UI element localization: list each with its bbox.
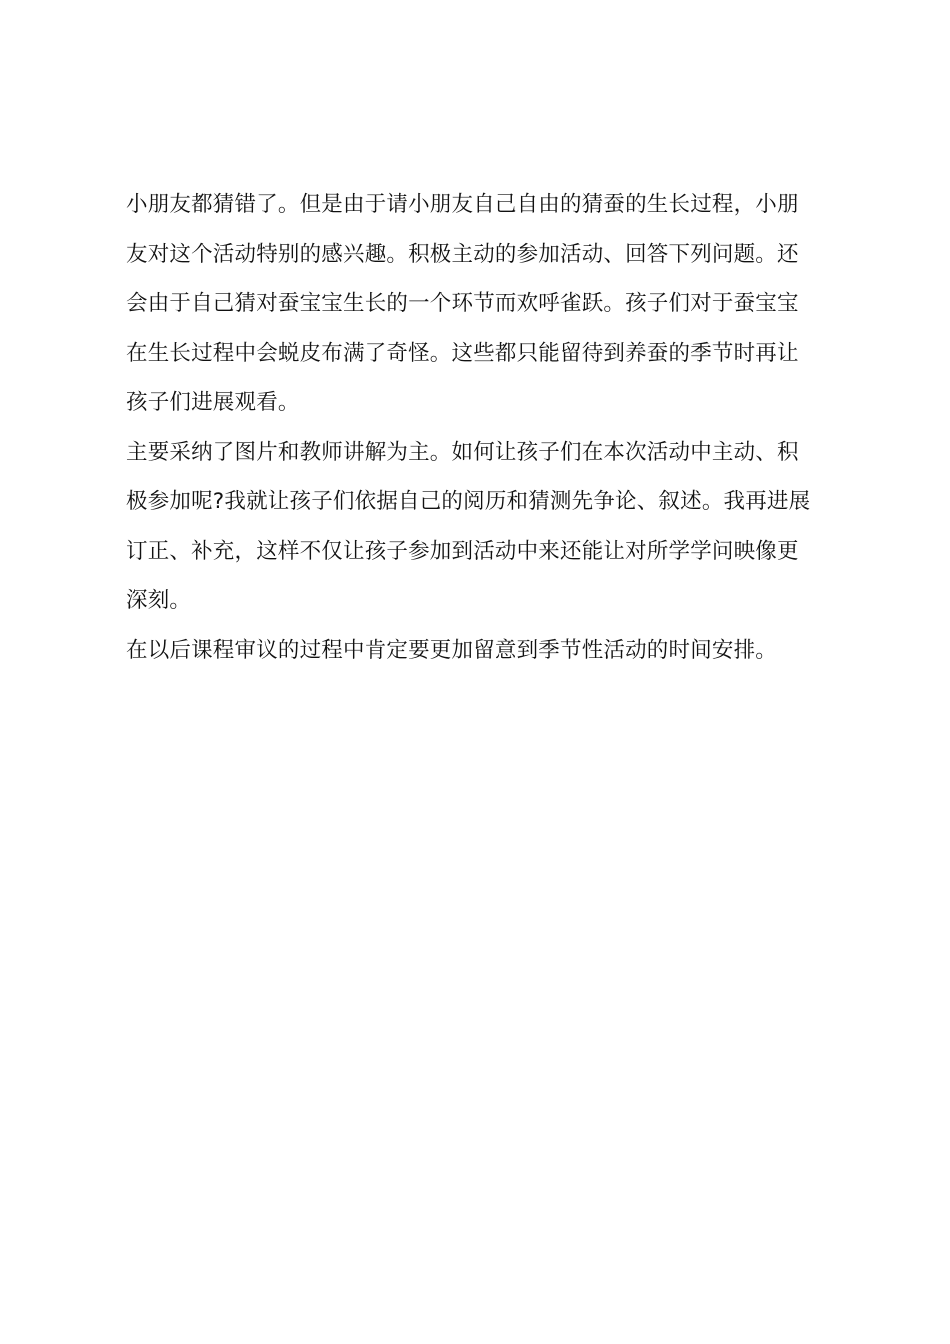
text-line: 在生长过程中会蜕皮布满了奇怪。这些都只能留待到养蚕的季节时再让 xyxy=(126,340,799,366)
text-line: 会由于自己猜对蚕宝宝生长的一个环节而欢呼雀跃。孩子们对于蚕宝宝 xyxy=(126,291,799,316)
document-body xyxy=(126,180,836,675)
text-line: 在以后课程审议的过程中肯定要更加留意到季节性活动的时间安排。 xyxy=(126,637,778,663)
text-line: 主要采纳了图片和教师讲解为主。如何让孩子们在本次活动中主动、积 xyxy=(126,439,799,465)
text-line: 小朋友都猜错了。但是由于请小朋友自己自由的猜蚕的生长过程，小朋 xyxy=(126,192,799,217)
text-line: 深刻。 xyxy=(126,588,192,613)
text-line: 极参加呢?我就让孩子们依据自己的阅历和猜测先争论、叙述。我再进展 xyxy=(126,489,811,514)
paragraph-1 xyxy=(126,180,836,428)
text-line: 孩子们进展观看。 xyxy=(126,390,300,415)
text-line: 友对这个活动特别的感兴趣。积极主动的参加活动、回答下列问题。还 xyxy=(126,241,799,267)
paragraph-3 xyxy=(126,626,836,676)
paragraph-2 xyxy=(126,428,836,626)
text-line: 订正、补充，这样不仅让孩子参加到活动中来还能让对所学学问映像更 xyxy=(126,538,799,564)
